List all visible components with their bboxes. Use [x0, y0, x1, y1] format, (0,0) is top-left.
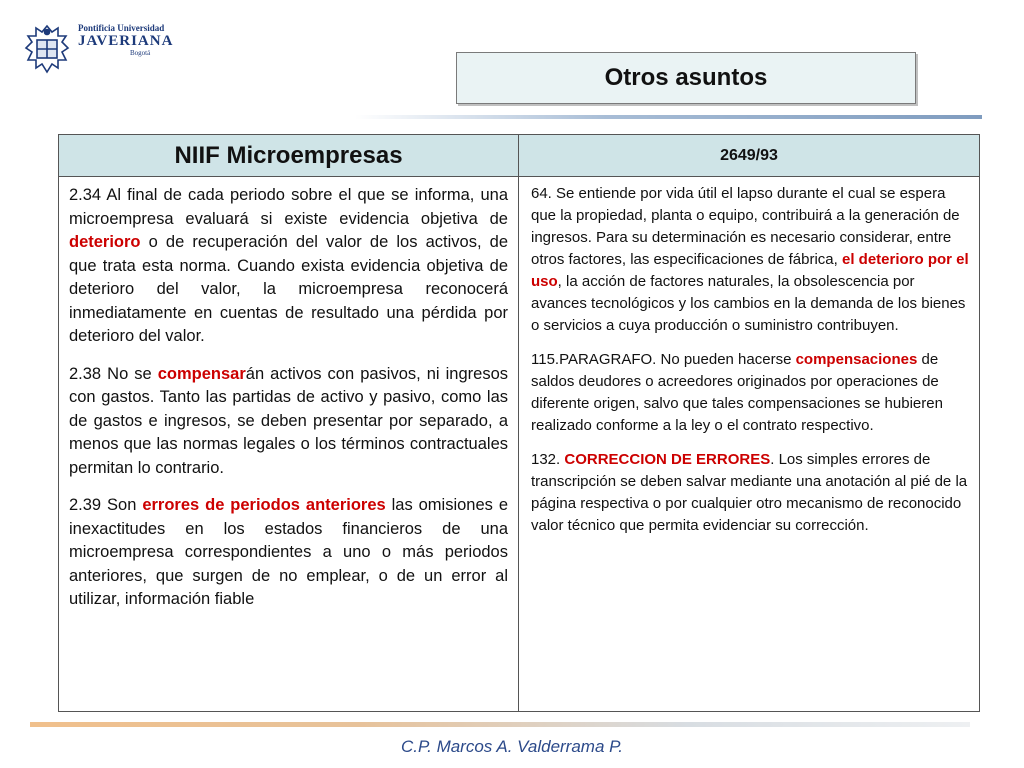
highlighted-term: compensar: [157, 364, 246, 383]
slide-title-box: [456, 52, 916, 104]
right-paragraph: [531, 183, 969, 337]
right-paragraph: [531, 449, 969, 537]
comparison-table: [58, 134, 980, 712]
text-run: 2.39 Son: [69, 496, 143, 514]
university-logo: [22, 22, 182, 78]
cell-left: [59, 177, 519, 711]
header-left: NIIF Microempresas: [59, 135, 519, 177]
header-right: 2649/93: [519, 135, 979, 177]
highlighted-term: CORRECCION DE ERRORES: [564, 451, 771, 468]
logo-line-1: Pontificia Universidad: [78, 23, 165, 33]
text-run: , la acción de factores naturales, la obsolescencia por avances tecnológicos y los cambios en la demanda de los bienes o servicios a cuya producción o suministro contribuyen.: [531, 273, 966, 334]
highlighted-term: el deterioro por el uso: [531, 251, 969, 290]
text-run: las omisiones e inexactitudes en los estados financieros de una microempresa correspondientes a uno o más periodos anteriores, que surgen de no emplear, o de un error al utilizar, información fiable: [69, 496, 509, 608]
text-run: án activos con pasivos, ni ingresos con gastos. Tanto las partidas de activo y pasivo, como las de gastos e ingresos, se deben presentar por separado, a menos que las normas legales o los términos contractuales permitan lo contrario.: [69, 364, 508, 477]
left-paragraph: [69, 494, 508, 612]
cell-right: [519, 177, 979, 711]
text-run: o de recuperación del valor de los activos, de que trata esta norma. Cuando exista evidencia objetiva de deterioro del valor, la microempresa reconocerá inmediatamente en cuentas de resultado una pérdida por deterioro del valor.: [69, 233, 508, 345]
footer-divider: [30, 722, 970, 727]
left-paragraph: [69, 363, 508, 481]
text-run: 2.38 No se: [69, 364, 158, 383]
title-divider: [355, 115, 982, 119]
text-run: 2.34 Al final de cada periodo sobre el que se informa, una microempresa evaluará si existe evidencia objetiva de: [69, 186, 508, 228]
crest-icon: [22, 22, 72, 76]
text-run: de saldos deudores o acreedores originados por operaciones de diferente origen, salvo que tales compensaciones se hubieren realizado conforme a la ley o el contrato respectivo.: [531, 351, 943, 434]
text-run: 64. Se entiende por vida útil el lapso durante el cual se espera que la propiedad, planta o equipo, contribuirá a la generación de ingresos. Para su determinación es necesario considerar, entre otros factores, las especificaciones de fábrica,: [531, 185, 960, 268]
text-run: . Los simples errores de transcripción se deben salvar mediante una anotación al pié de la página respectiva o por cualquier otro mecanismo de reconocido valor técnico que permita evidenciar su corrección.: [531, 451, 968, 534]
logo-line-2: JAVERIANA: [78, 33, 174, 49]
footer-author: C.P. Marcos A. Valderrama P.: [400, 737, 624, 756]
highlighted-term: compensaciones: [795, 351, 918, 368]
right-paragraph: [531, 349, 969, 437]
slide-title: Otros asuntos: [604, 64, 768, 91]
highlighted-term: errores de periodos anteriores: [142, 496, 386, 514]
text-run: 132.: [531, 451, 565, 468]
text-run: 115.PARAGRAFO. No pueden hacerse: [531, 351, 796, 368]
logo-line-3: Bogotá: [130, 49, 151, 57]
left-paragraph: [69, 184, 508, 349]
highlighted-term: deterioro: [69, 233, 141, 251]
